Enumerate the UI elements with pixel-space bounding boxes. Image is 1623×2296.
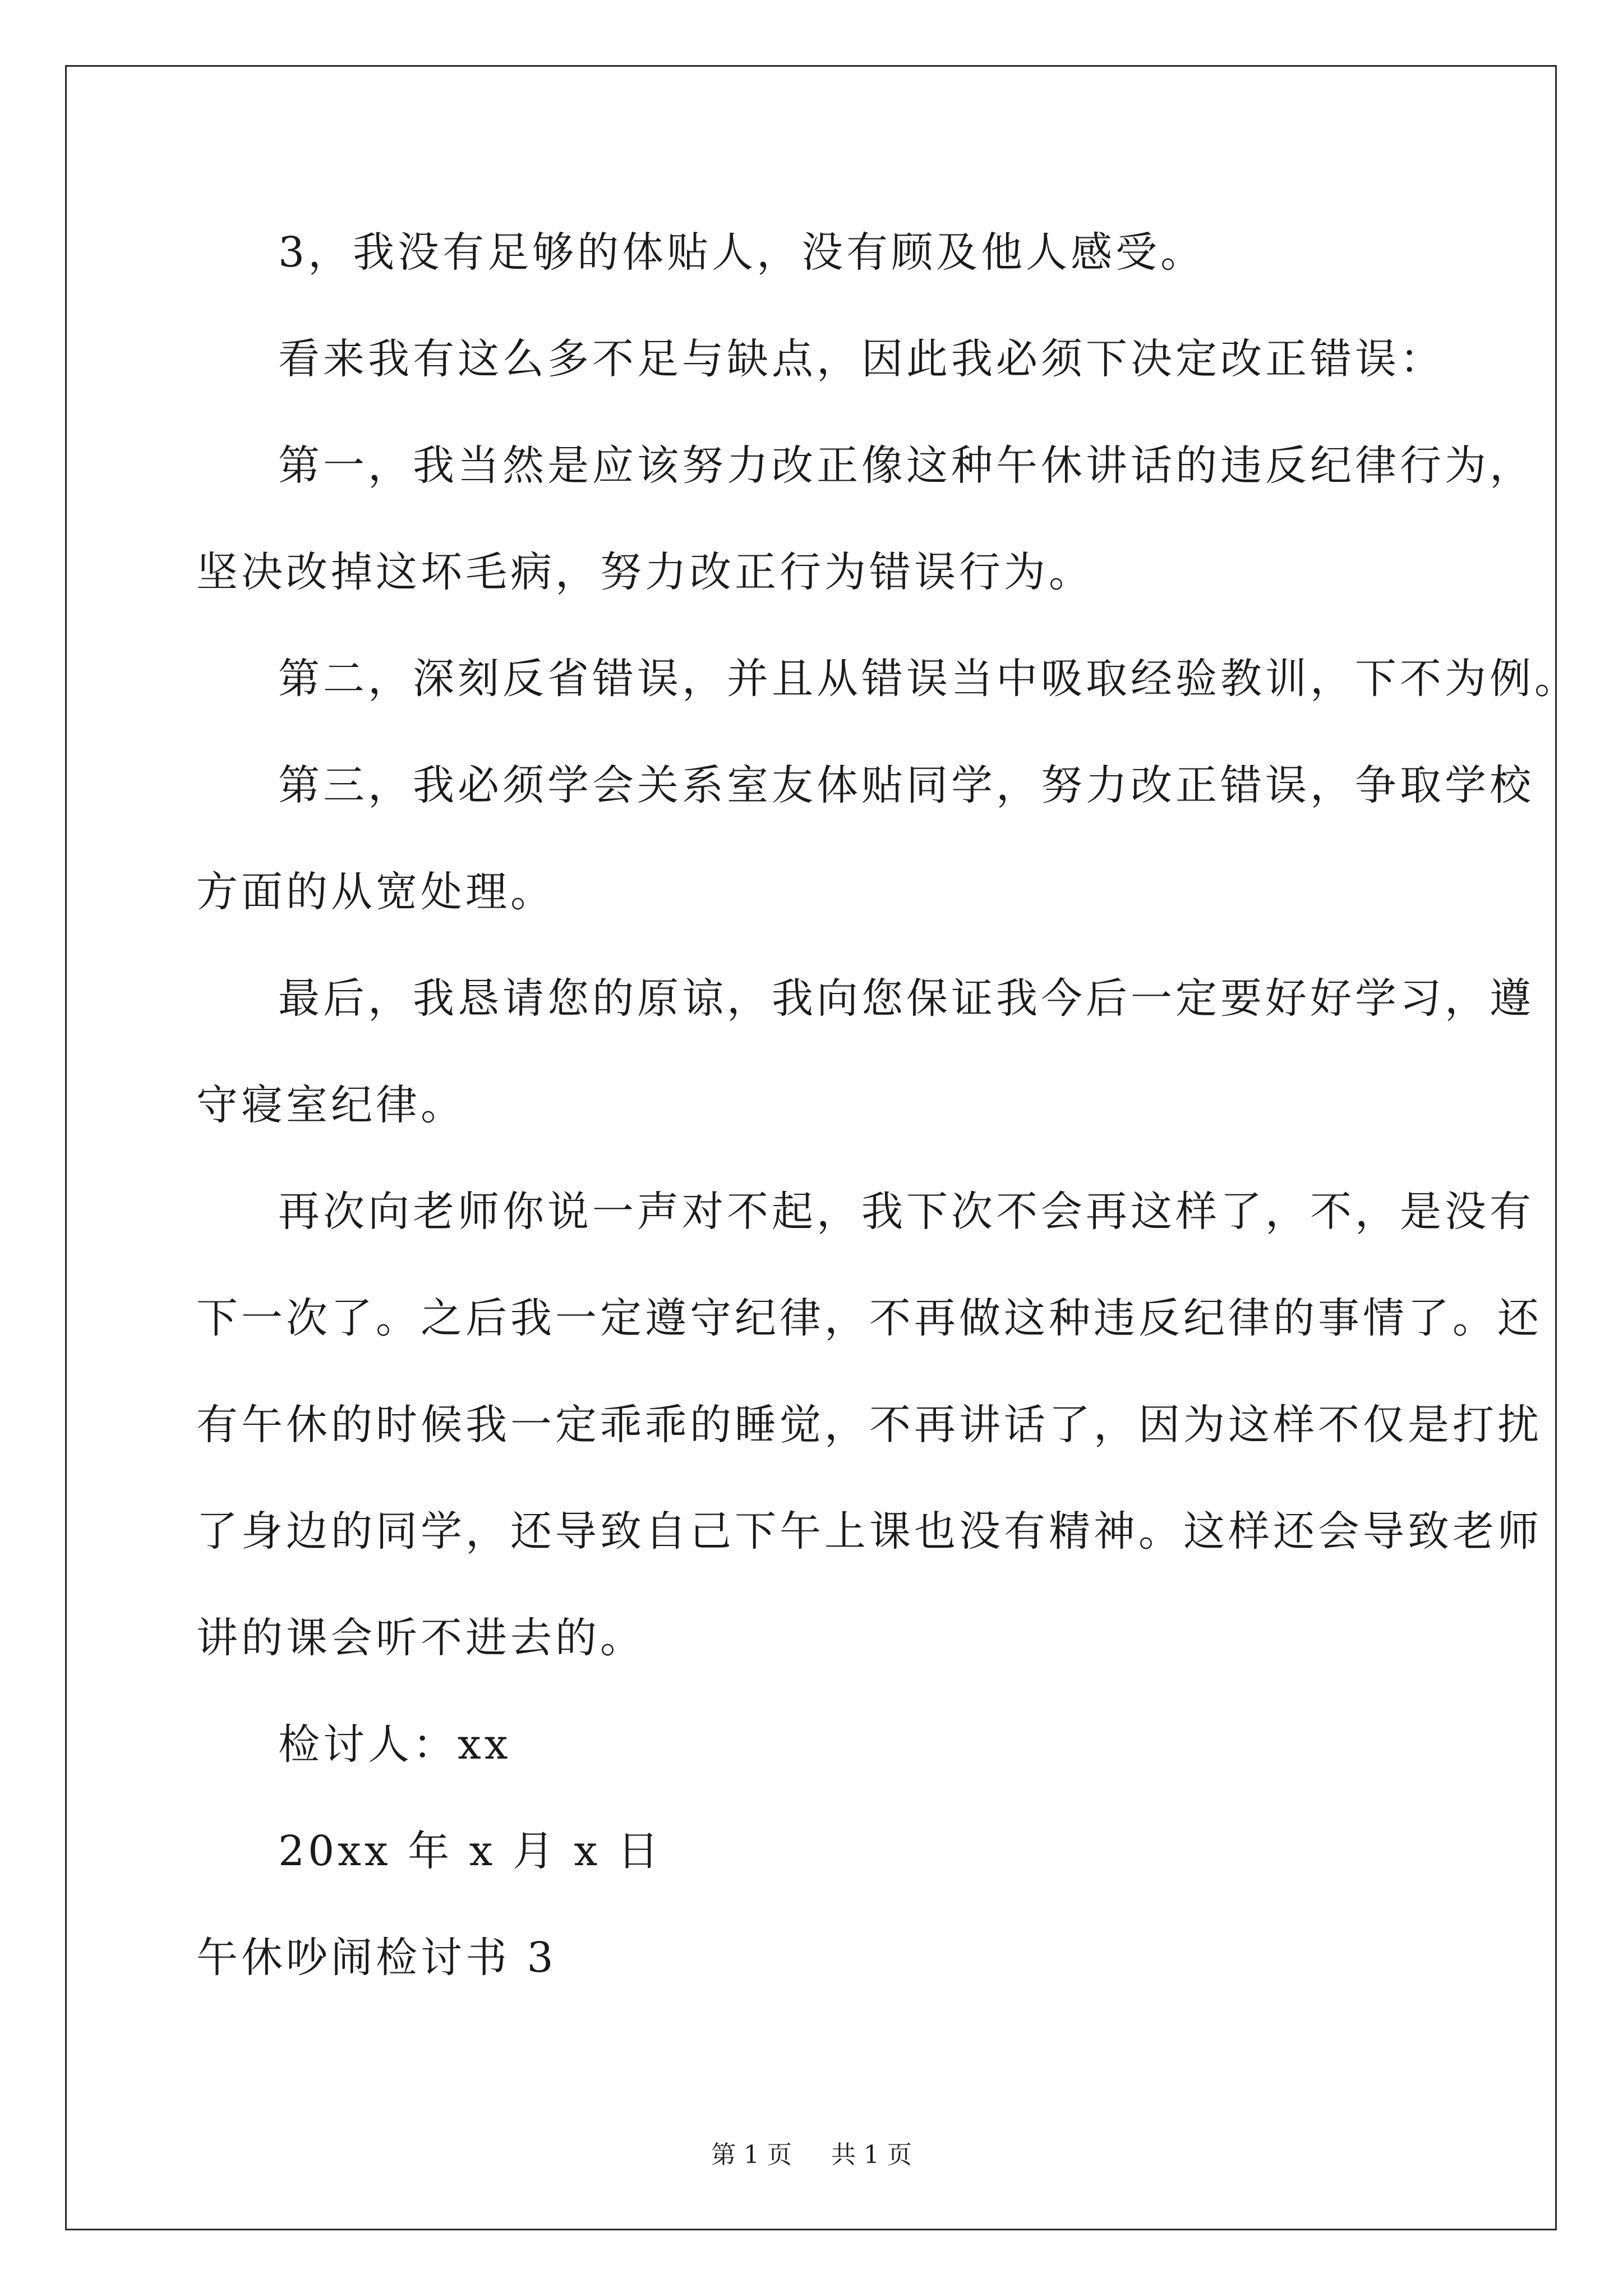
page-border xyxy=(65,65,1557,2230)
page-number: 第 1 页 xyxy=(711,2141,792,2169)
paragraph-line: 第一，我当然是应该努力改正像这种午休讲话的违反纪律行为， xyxy=(278,441,1534,490)
date-line: 20xx 年 x 月 x 日 xyxy=(278,1827,662,1875)
paragraph-line: 最后，我恳请您的原谅，我向您保证我今后一定要好好学习，遵 xyxy=(278,974,1534,1023)
signature-line: 检讨人：xx xyxy=(278,1720,511,1769)
paragraph-line: 坚决改掉这坏毛病，努力改正行为错误行为。 xyxy=(196,548,1094,596)
paragraph-line: 守寝室纪律。 xyxy=(196,1081,465,1129)
page-total: 共 1 页 xyxy=(831,2141,912,2169)
paragraph-line: 讲的课会听不进去的。 xyxy=(196,1614,645,1662)
paragraph-line: 看来我有这么多不足与缺点，因此我必须下决定改正错误： xyxy=(278,335,1445,383)
paragraph-line: 下一次了。之后我一定遵守纪律，不再做这种违反纪律的事情了。还 xyxy=(196,1294,1542,1342)
paragraph-line: 3，我没有足够的体贴人，没有顾及他人感受。 xyxy=(278,228,1206,277)
section-title: 午休吵闹检讨书 3 xyxy=(196,1934,557,1982)
paragraph-line: 有午休的时候我一定乖乖的睡觉，不再讲话了，因为这样不仅是打扰 xyxy=(196,1401,1542,1449)
paragraph-line: 第三，我必须学会关系室友体贴同学，努力改正错误，争取学校 xyxy=(278,761,1534,809)
paragraph-line: 再次向老师你说一声对不起，我下次不会再这样了，不，是没有 xyxy=(278,1188,1534,1236)
paragraph-line: 方面的从宽处理。 xyxy=(196,868,555,916)
page-footer xyxy=(0,2139,1623,2171)
paragraph-line: 了身边的同学，还导致自己下午上课也没有精神。这样还会导致老师 xyxy=(196,1507,1542,1556)
paragraph-line: 第二，深刻反省错误，并且从错误当中吸取经验教训，下不为例。 xyxy=(278,655,1579,703)
